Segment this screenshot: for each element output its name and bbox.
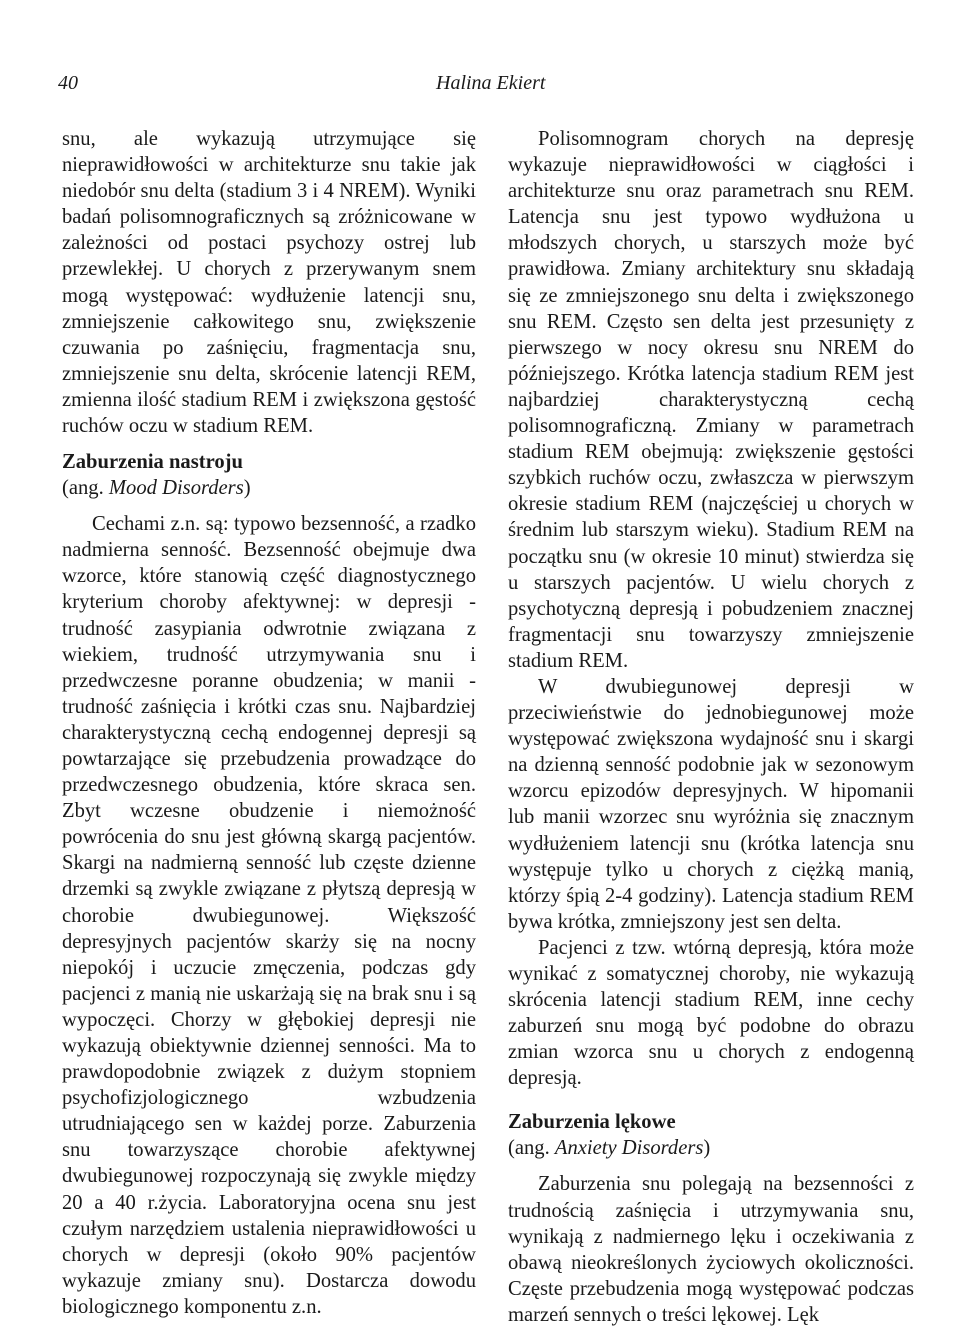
- subtitle-prefix: (ang.: [508, 1137, 555, 1160]
- spacer: [508, 1091, 914, 1099]
- section-heading-anxiety-disorders: Zaburzenia lękowe: [508, 1111, 676, 1134]
- left-paragraph-1: snu, ale wykazują utrzymujące się nieprawidłowości w architekturze snu takie jak niedobór snu delta (stadium 3 i 4 NREM). Wyniki badań polisomnograficznych są zróżnicowane w zależności od postaci psychozy ostrej lub przewlekłej. U chorych z przerywanym snem mogą występować: wydłużenie latencji snu, zmniejszenie całkowitego snu, zwiększenie czuwania po zaśnięciu, fragmentacja snu, zmniejszenie snu delta, skrócenie latencji REM, zmienna ilość stadium REM i zwiększona gęstość ruchów oczu w stadium REM.: [62, 128, 476, 438]
- page-number: 40: [58, 72, 78, 94]
- subtitle-suffix: ): [243, 477, 251, 500]
- subtitle-term: Anxiety Disorders: [554, 1137, 704, 1160]
- section-subtitle-mood-disorders: [62, 475, 476, 501]
- subtitle-suffix: ): [703, 1137, 711, 1160]
- running-head: Halina Ekiert: [436, 72, 546, 94]
- section-subtitle-anxiety-disorders: [508, 1135, 914, 1161]
- right-paragraph-2: W dwubiegunowej depresji w przeciwieństwie do jednobiegunowej może występować zwiększona wydajność snu i skargi na dzienną senność podobnie jak w sezonowym wzorcu epizodów depresyjnych. W hipomanii lub manii wzorzec snu wyróżnia się znacznym wydłużeniem latencji snu (krótka latencja snu występuje tylko u chorych z ciężką manią, którzy śpią 2-4 godziny). Latencja stadium REM bywa krótka, zmniejszony jest sen delta.: [508, 675, 914, 933]
- left-paragraph-2: Cechami z.n. są: typowo bezsenność, a rzadko nadmierna senność. Bezsenność obejmuje dwa wzorce, które stanowią część diagnostycznego kryterium choroby afektywnej: w depresji - trudność zasypiania odwrotnie związana z wiekiem, trudność utrzymywania snu i przedwczesne poranne obudzenia; w manii - trudność zaśnięcia i krótki czas snu. Najbardziej charakterystyczną cechą endogennej depresji są powtarzające się przebudzenia prowadzące do przedwczesnego obudzenia, które skraca sen. Zbyt wczesne obudzenie i niemożność powrócenia do snu jest główną skargą pacjentów. Skargi na nadmierną senność lub częste dzienne drzemki są zwykle związane z płytszą depresją w chorobie dwubiegunowej. Większość depresyjnych pacjentów skarży się na nocny niepokój i uczucie zmęczenia, podczas gdy pacjenci z manią nie uskarżają się na brak snu i są wypoczęci. Chorzy w głębokiej depresji nie wykazują obiektywnie dziennej senności. Ma to prawdopodobnie związek z dużym stopniem psychofizjologicznego wzbudzenia utrudniającego sen w każdej porze. Zaburzenia snu towarzyszące chorobie afektywnej dwubiegunowej rozpoczynają się zwykle między 20 a 40 r.życia. Laboratoryjna ocena snu jest czułym narzędziem ustalenia nieprawidłowości u chorych w depresji (około 90% pacjentów wykazuje zmiany snu). Dostarcza dowodu biologicznego komponentu z.n.: [62, 513, 476, 1318]
- right-paragraph-3: Pacjenci z tzw. wtórną depresją, która może wynikać z somatycznej choroby, nie wykazują skrócenia latencji stadium REM, inne cechy zaburzeń snu mogą być podobne do obrazu zmian wzorca snu u chorych z endogenną depresją.: [508, 936, 914, 1090]
- section-heading-mood-disorders: Zaburzenia nastroju: [62, 451, 243, 474]
- page-header: [0, 72, 960, 104]
- right-paragraph-1: Polisomnogram chorych na depresję wykazuje nieprawidłowości w ciągłości i architekturze snu oraz parametrach snu REM. Latencja snu jest typowo wydłużona u młodszych chorych, u starszych może być prawidłowa. Zmiany architektury snu składają się ze zmniejszonego snu delta i zwiększonego snu REM. Często sen delta jest przesunięty z pierwszego w nocy okresu snu NREM do późniejszego. Krótka latencja stadium REM jest najbardziej charakterystyczną cechą polisomnograficzną. Zmiany w parametrach stadium REM obejmują: zwiększenie gęstości szybkich ruchów oczu, zwłaszcza w pierwszym okresie stadium REM (najczęściej u chorych w średnim lub starszym wieku). Stadium REM na początku snu (w okresie 10 minut) stwierdza się u starszych pacjentów. U wielu chorych z psychotyczną depresją i pobudzeniem znacznej fragmentacji snu towarzyszy zmniejszenie stadium REM.: [508, 128, 914, 672]
- right-paragraph-4: Zaburzenia snu polegają na bezsenności z trudnością zaśnięcia i utrzymywania snu, wynikają z nadmiernego lęku i oczekiwania z obawą nieokreślonych życiowych okoliczności. Częste przebudzenia mogą występować podczas marzeń sennych o treści lękowej. Lęk: [508, 1173, 914, 1326]
- left-column: [62, 126, 476, 1320]
- subtitle-prefix: (ang.: [62, 477, 109, 500]
- right-column: [508, 126, 914, 1328]
- subtitle-term: Mood Disorders: [108, 477, 244, 500]
